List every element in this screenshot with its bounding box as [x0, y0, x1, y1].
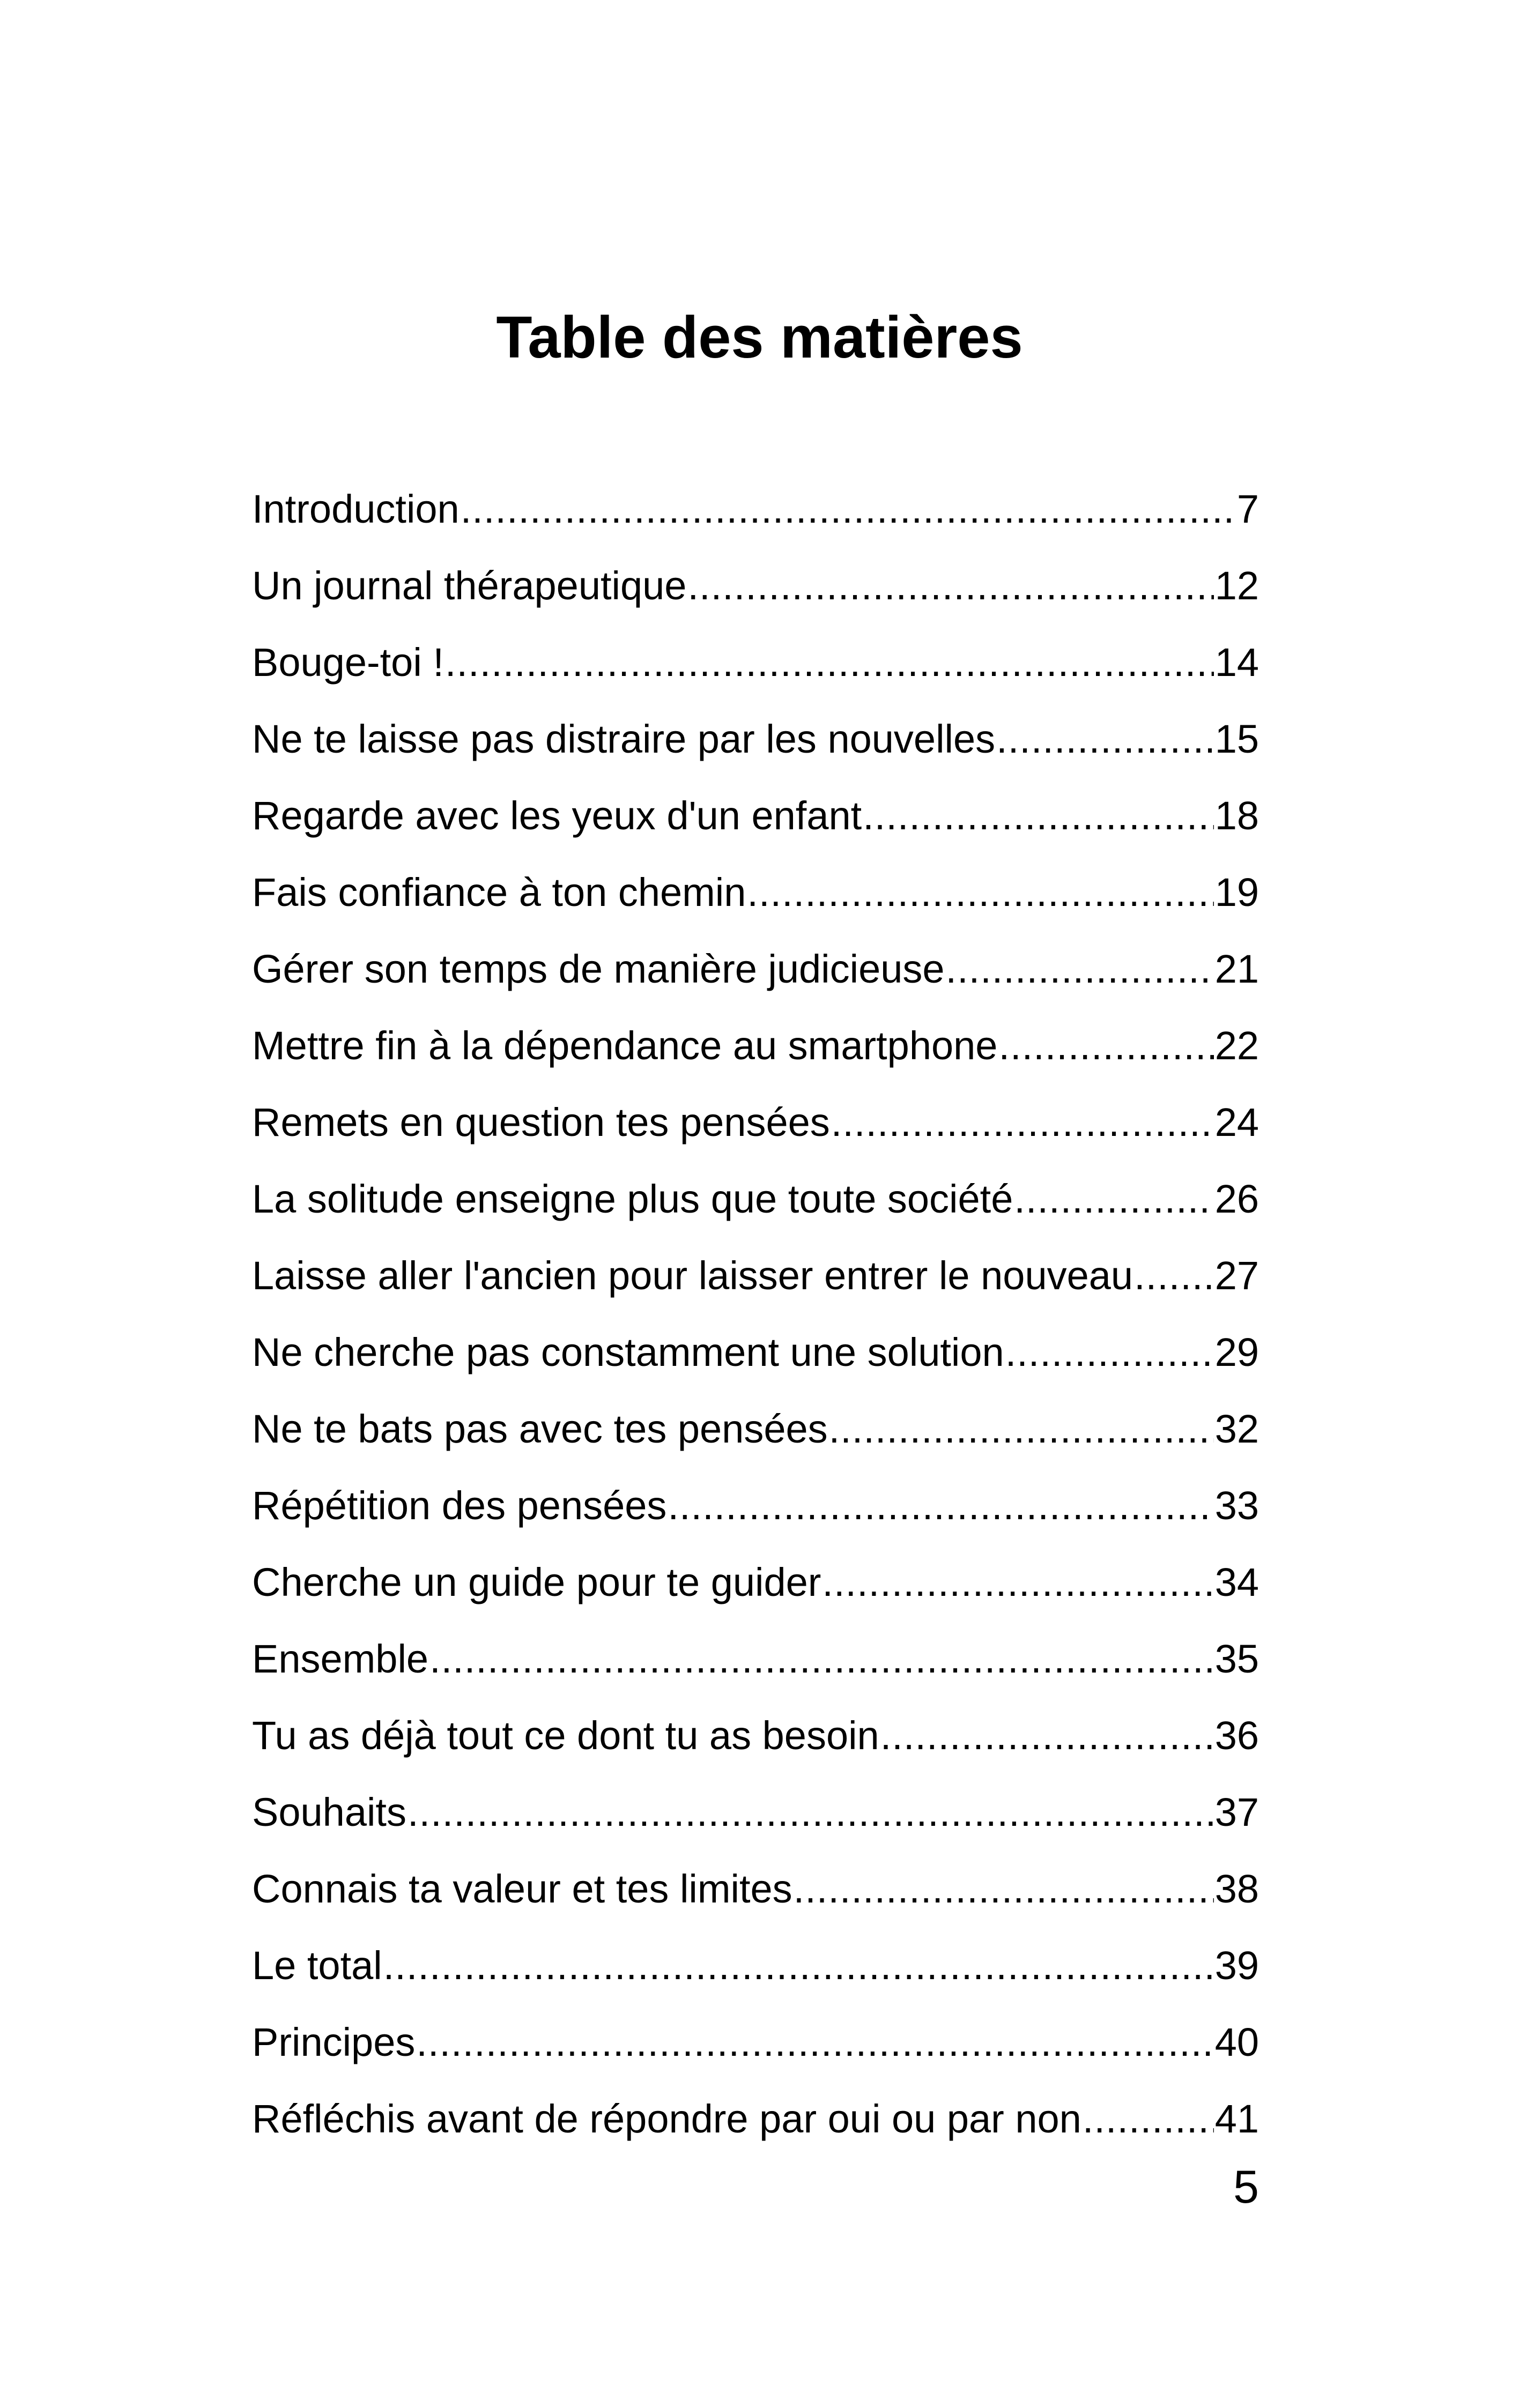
toc-leader-dots	[1005, 1320, 1214, 1385]
toc-leader-dots	[1134, 1244, 1214, 1308]
toc-entry-title: Répétition des pensées	[252, 1483, 667, 1528]
toc-entry-title: Connais ta valeur et tes limites	[252, 1867, 792, 1911]
toc-entry-page: 39	[1214, 1943, 1259, 1988]
toc-entry[interactable]	[252, 477, 1259, 554]
toc-leader-dots	[383, 1934, 1214, 1998]
toc-entry-title: Ensemble	[252, 1637, 429, 1681]
toc-entry-title: Un journal thérapeutique	[252, 563, 687, 608]
toc-entry-page: 29	[1214, 1330, 1259, 1374]
toc-entry-page: 26	[1214, 1177, 1259, 1221]
toc-entry[interactable]	[252, 1167, 1259, 1244]
toc-entry[interactable]	[252, 554, 1259, 630]
toc-entry-page: 24	[1214, 1100, 1259, 1144]
toc-entry-page: 15	[1214, 717, 1259, 761]
toc-entry[interactable]	[252, 1090, 1259, 1167]
toc-entry[interactable]	[252, 1934, 1259, 2010]
toc-entry-title: Regarde avec les yeux d'un enfant	[252, 793, 862, 838]
toc-entry[interactable]	[252, 1014, 1259, 1090]
toc-entry[interactable]	[252, 707, 1259, 784]
toc-leader-dots	[880, 1704, 1214, 1768]
toc-entry-page: 22	[1214, 1023, 1259, 1068]
toc-entry-page: 27	[1214, 1253, 1259, 1298]
toc-entry-page: 36	[1214, 1713, 1259, 1758]
toc-entry-page: 40	[1214, 2020, 1259, 2064]
toc-entry-title: Fais confiance à ton chemin	[252, 870, 746, 915]
toc-leader-dots	[998, 1014, 1213, 1078]
toc-leader-dots	[445, 630, 1214, 695]
toc-entry-page: 41	[1214, 2097, 1259, 2141]
toc-entry[interactable]	[252, 630, 1259, 707]
toc-entry[interactable]	[252, 2010, 1259, 2087]
toc-leader-dots	[996, 707, 1214, 771]
toc-entry-page: 38	[1214, 1867, 1259, 1911]
toc-entry-title: Ne te laisse pas distraire par les nouvelles	[252, 717, 996, 761]
toc-entry[interactable]	[252, 784, 1259, 860]
toc-entry-title: Le total	[252, 1943, 382, 1988]
toc-entry-page: 14	[1214, 640, 1259, 685]
toc-entry-title: Réfléchis avant de répondre par oui ou par non	[252, 2097, 1081, 2141]
toc-leader-dots	[946, 937, 1214, 1001]
toc-entry[interactable]	[252, 1550, 1259, 1627]
toc-entry[interactable]	[252, 1780, 1259, 1857]
toc-leader-dots	[668, 1474, 1213, 1538]
table-of-contents	[252, 477, 1259, 2164]
toc-entry-title: Remets en question tes pensées	[252, 1100, 830, 1144]
toc-entry-title: Principes	[252, 2020, 416, 2064]
toc-entry-page: 37	[1214, 1790, 1259, 1834]
toc-leader-dots	[831, 1090, 1214, 1155]
toc-leader-dots	[822, 1550, 1213, 1615]
toc-entry[interactable]	[252, 1627, 1259, 1704]
toc-leader-dots	[794, 1857, 1214, 1921]
toc-entry-page: 7	[1236, 487, 1259, 531]
toc-entry-page: 33	[1214, 1483, 1259, 1528]
toc-leader-dots	[747, 860, 1213, 925]
toc-entry-page: 32	[1214, 1407, 1259, 1451]
toc-entry[interactable]	[252, 1320, 1259, 1397]
toc-entry-title: Souhaits	[252, 1790, 406, 1834]
toc-entry-title: Cherche un guide pour te guider	[252, 1560, 821, 1604]
toc-entry-title: Ne cherche pas constamment une solution	[252, 1330, 1004, 1374]
toc-entry-page: 18	[1214, 793, 1259, 838]
toc-leader-dots	[429, 1627, 1214, 1691]
toc-leader-dots	[461, 477, 1236, 541]
toc-entry-page: 21	[1214, 947, 1259, 991]
toc-entry[interactable]	[252, 937, 1259, 1014]
toc-entry[interactable]	[252, 1704, 1259, 1780]
toc-entry-title: Mettre fin à la dépendance au smartphone	[252, 1023, 998, 1068]
toc-entry-page: 34	[1214, 1560, 1259, 1604]
toc-entry[interactable]	[252, 860, 1259, 937]
toc-leader-dots	[687, 554, 1213, 618]
toc-entry-page: 12	[1214, 563, 1259, 608]
toc-entry-title: La solitude enseigne plus que toute société	[252, 1177, 1013, 1221]
toc-entry[interactable]	[252, 1474, 1259, 1550]
toc-entry-page: 35	[1214, 1637, 1259, 1681]
toc-leader-dots	[1083, 2087, 1214, 2151]
toc-entry-title: Introduction	[252, 487, 460, 531]
toc-entry-title: Tu as déjà tout ce dont tu as besoin	[252, 1713, 879, 1758]
toc-entry[interactable]	[252, 2087, 1259, 2164]
toc-entry[interactable]	[252, 1857, 1259, 1934]
toc-leader-dots	[863, 784, 1213, 848]
toc-entry-page: 19	[1214, 870, 1259, 915]
page-number: 5	[1233, 2161, 1259, 2213]
toc-entry-title: Bouge-toi !	[252, 640, 444, 685]
toc-leader-dots	[416, 2010, 1213, 2075]
toc-leader-dots	[407, 1780, 1214, 1845]
toc-leader-dots	[829, 1397, 1214, 1461]
toc-entry[interactable]	[252, 1244, 1259, 1320]
page-title: Table des matières	[496, 304, 1023, 370]
toc-entry-title: Gérer son temps de manière judicieuse	[252, 947, 945, 991]
toc-entry-title: Ne te bats pas avec tes pensées	[252, 1407, 828, 1451]
toc-entry-title: Laisse aller l'ancien pour laisser entrer le nouveau	[252, 1253, 1133, 1298]
toc-leader-dots	[1014, 1167, 1213, 1231]
toc-entry[interactable]	[252, 1397, 1259, 1474]
